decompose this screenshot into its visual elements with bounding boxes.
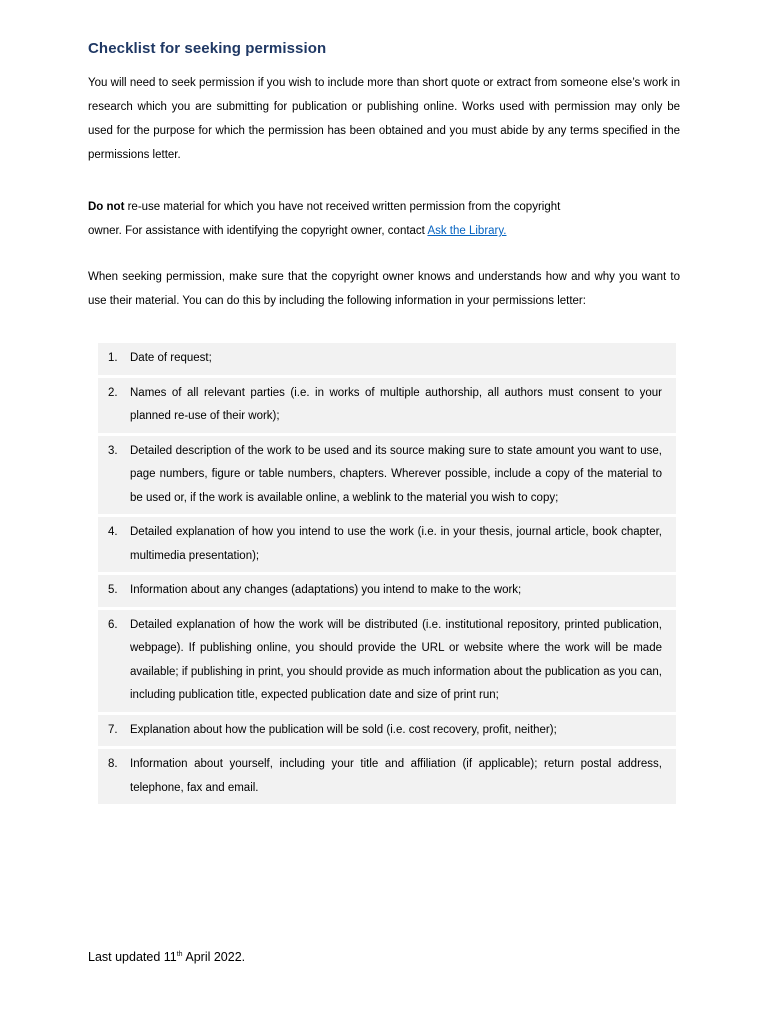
warning-line-2: owner. For assistance with identifying the copyright owner, contact bbox=[88, 225, 428, 237]
checklist-item-text: Names of all relevant parties (i.e. in works of multiple authorship, all authors must consent to your planned re-use of their work); bbox=[130, 386, 662, 422]
intro-paragraph: You will need to seek permission if you wish to include more than short quote or extract from someone else’s work in research which you are submitting for publication or publishing online. Works used with permission may only be used for the purpose for which the permission has been obtained and you must abide by any terms specified in the permissions letter. bbox=[88, 77, 680, 161]
footer-date-suffix: April 2022. bbox=[182, 950, 246, 964]
footer-date-prefix: Last updated 11 bbox=[88, 950, 177, 964]
ask-the-library-link[interactable]: Ask the Library. bbox=[427, 225, 507, 237]
checklist-item-text: Date of request; bbox=[130, 352, 212, 364]
last-updated-footer bbox=[88, 950, 245, 964]
checklist-item bbox=[98, 436, 676, 515]
checklist-item-text: Information about any changes (adaptations) you intend to make to the work; bbox=[130, 584, 522, 596]
warning-paragraph bbox=[88, 195, 680, 243]
checklist-item-number: 6. bbox=[108, 618, 118, 631]
checklist-item-number: 2. bbox=[108, 386, 118, 399]
warning-bold-text: Do not bbox=[88, 201, 125, 213]
checklist-item-text: Explanation about how the publication will be sold (i.e. cost recovery, profit, neither); bbox=[130, 723, 557, 736]
document-body bbox=[88, 40, 680, 807]
checklist-item bbox=[98, 715, 676, 747]
checklist-item-text: Detailed explanation of how the work will be distributed (i.e. institutional repository, printed publication, webpage). If publishing online, you should provide the URL or website where the work will be made available; if publishing in print, you should provide as much information about the publication as you can, including publication title, expected publication date and size of print run; bbox=[130, 618, 662, 701]
checklist-item bbox=[98, 575, 676, 607]
checklist-item-number: 7. bbox=[108, 723, 118, 736]
checklist-item-text: Detailed description of the work to be used and its source making sure to state amount you want to use, page numbers, figure or table numbers, chapters. Wherever possible, include a copy of the material to be used or, if the work is available online, a weblink to the material you wish to copy; bbox=[130, 444, 662, 504]
checklist-item-number: 4. bbox=[108, 526, 118, 538]
checklist-item bbox=[98, 749, 676, 804]
checklist-item bbox=[98, 343, 676, 375]
document-title: Checklist for seeking permission bbox=[88, 40, 327, 57]
checklist-item-text: Information about yourself, including your title and affiliation (if applicable); return postal address, telephone, fax and email. bbox=[130, 758, 662, 794]
checklist-item bbox=[98, 378, 676, 433]
warning-line-1: re-use material for which you have not received written permission from the copyright bbox=[124, 201, 561, 213]
checklist-item-number: 8. bbox=[108, 758, 118, 770]
checklist-item bbox=[98, 610, 676, 712]
lead-in-paragraph: When seeking permission, make sure that the copyright owner knows and understands how and why you want to use their material. You can do this by including the following information in your permissions letter: bbox=[88, 271, 680, 307]
checklist-item-number: 3. bbox=[108, 444, 118, 457]
footer-date-ordinal: th bbox=[176, 951, 183, 958]
permission-checklist bbox=[98, 343, 676, 804]
checklist-item-number: 5. bbox=[108, 584, 118, 596]
checklist-item bbox=[98, 517, 676, 572]
checklist-item-text: Detailed explanation of how you intend to use the work (i.e. in your thesis, journal article, book chapter, multimedia presentation); bbox=[130, 526, 662, 562]
checklist-item-number: 1. bbox=[108, 352, 118, 364]
